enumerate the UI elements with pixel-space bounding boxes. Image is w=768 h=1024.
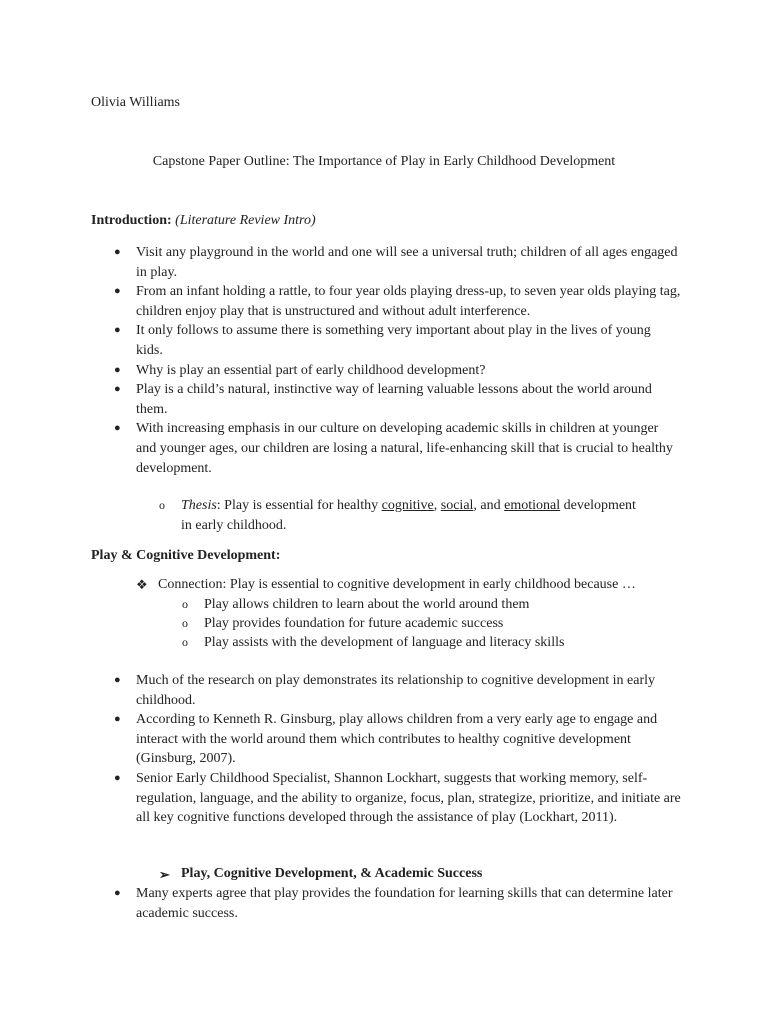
bullet-icon: ● (114, 383, 121, 396)
list-item: ● Why is play an essential part of early childhood development? (91, 361, 681, 381)
academic-bullet-list (91, 884, 681, 923)
document-title: Capstone Paper Outline: The Importance of Play in Early Childhood Development (152, 154, 616, 169)
thesis-keyword: emotional (504, 498, 561, 513)
arrow-bullet-icon: ➢ (159, 867, 170, 882)
list-item: ● From an infant holding a rattle, to four year olds playing dress-up, to seven year olds playing tag, children enjoy play that is unstructured and without adult interference. (114, 284, 681, 319)
intro-heading-label: Introduction: (91, 213, 172, 228)
document-page: Olivia Williams Capstone Paper Outline: The Importance of Play in Early Childhood Development Introduction: (Literature Review Intro) ● Visit any playground in the world and one will see a universal truth; children of all ages engaged in play. ● From an infant holding a rattle, to four year olds playing dress-up, to seven year olds playing tag, children enjoy play that is unstructured and without adult interference. ● It only follows to assume there is something very important about play in the lives of young kids. ● Why is play an essential part of early childhood development? ● Play is a child’s natural, instinctive way of learning valuable lessons about the world around them. ● With increasing emphasis in our culture on developing academic skills in children at younger and younger ages, our children are losing a natural, life-enhancing skill that is crucial to healthy development. o Thesis: Play is essential for healthy cognitive, social, and emotional development in early childhood. Play & Cognitive Development: ❖ Connection: Play is essential to cognitive development in early childhood because … o Play allows children to learn about the world around them o Play provides foundation for future academic success o Play assists with the development of language and literacy skills ● Much of the research on play demonstrates its relationship to cognitive development in early childhood. ● According to Kenneth R. Ginsburg, play allows children from a very early age to engage and interact with the world around them which contributes to healthy cognitive development (Ginsburg, 2007). ● Senior Early Childhood Specialist, Shannon Lockhart, suggests that working memory, self-regulation, language, and the ability to organize, focus, plan, strategize, prioritize, and initiate are all key cognitive functions developed through the assistance of play (Lockhart, 2011). ➢ Play, Cognitive Development, & Academic Success ● Many experts agree that play provides the foundation for learning skills that can determine later academic success. (0, 0, 768, 1024)
list-item: ● Visit any playground in the world and one will see a universal truth; children of all ages engaged in play. (114, 245, 678, 280)
sub-bullet-icon: o (182, 635, 188, 649)
bullet-icon: ● (114, 674, 121, 686)
author-name: Olivia Williams (91, 95, 181, 110)
list-item: ● Play is a child’s natural, instinctive way of learning valuable lessons about the world around them. (114, 382, 652, 417)
list-item: ● Much of the research on play demonstrates its relationship to cognitive development in early childhood. (114, 673, 656, 708)
thesis-keyword: cognitive (381, 498, 434, 513)
thesis-label: Thesis (181, 498, 217, 513)
sub-bullet-icon: o (182, 616, 188, 630)
cognitive-bullet-list (91, 671, 681, 828)
thesis-keyword: social (440, 498, 474, 513)
cognitive-heading: Play & Cognitive Development: (91, 548, 281, 563)
bullet-icon: ● (114, 887, 121, 899)
intro-heading (91, 211, 316, 231)
bullet-icon: ● (114, 713, 121, 726)
bullet-icon: ● (114, 771, 121, 784)
sub-bullet-icon: o (182, 597, 188, 611)
bullet-icon: ● (114, 422, 121, 435)
list-item: ● According to Kenneth R. Ginsburg, play allows children from a very early age to engage and interact with the world around them which contributes to healthy cognitive development (Ginsburg, 2007). (114, 712, 658, 767)
bullet-icon: ● (114, 246, 121, 258)
list-item: ● Many experts agree that play provides the foundation for learning skills that can determine later academic success. (114, 886, 673, 921)
list-item: ● With increasing emphasis in our culture on developing academic skills in children at younger and younger ages, our children are losing a natural, life-enhancing skill that is crucial to healthy development. (114, 421, 673, 476)
list-item: ● Senior Early Childhood Specialist, Shannon Lockhart, suggests that working memory, self-regulation, language, and the ability to organize, focus, plan, strategize, prioritize, and initiate are all key cognitive functions developed through the assistance of play (Lockhart, 2011). (114, 770, 681, 826)
bullet-icon: ● (114, 285, 121, 298)
bullet-icon: ● (114, 324, 121, 337)
bullet-icon: ● (114, 363, 121, 376)
sub-bullet-icon: o (159, 498, 165, 512)
list-item: ● It only follows to assume there is something very important about play in the lives of young kids. (114, 323, 651, 358)
diamond-bullet-icon: ❖ (136, 577, 148, 592)
intro-bullet-list (91, 243, 681, 478)
intro-heading-note: (Literature Review Intro) (175, 213, 316, 228)
